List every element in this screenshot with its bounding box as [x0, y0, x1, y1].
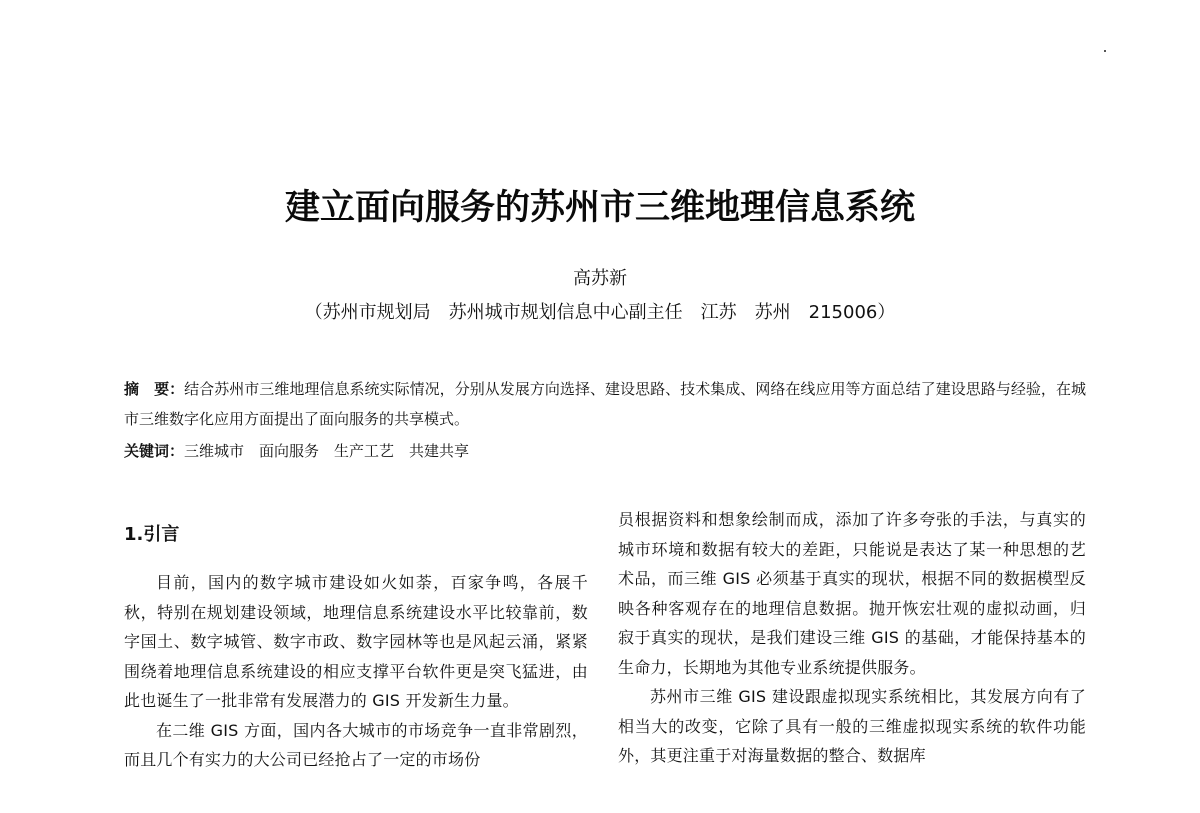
keywords-text: 三维城市 面向服务 生产工艺 共建共享	[184, 442, 470, 460]
author-affiliation: （苏州市规划局 苏州城市规划信息中心副主任 江苏 苏州 215006）	[304, 302, 896, 323]
paper-title: 建立面向服务的苏州市三维地理信息系统	[284, 188, 915, 228]
body-paragraph: 目前，国内的数字城市建设如火如荼，百家争鸣，各展千秋，特别在规划建设领域，地理信息系统建设水平比较靠前，数字国土、数字城管、数字市政、数字园林等也是风起云涌，紧紧围绕着地理信息系统建设的相应支撑平台软件更是突飞猛进，由此也诞生了一批非常有发展潜力的 GIS 开发新生力量。	[124, 573, 588, 710]
author-name: 高苏新	[573, 268, 627, 289]
abstract	[124, 374, 1086, 434]
left-column	[124, 520, 588, 775]
abstract-label: 摘 要：	[124, 380, 185, 398]
section-heading-introduction: 1.引言	[124, 524, 180, 545]
right-column	[618, 505, 1086, 771]
body-paragraph: 员根据资料和想象绘制而成，添加了许多夸张的手法，与真实的城市环境和数据有较大的差距，只能说是表达了某一种思想的艺术品，而三维 GIS 必须基于真实的现状，根据不同的数据模型反映各种客观存在的地理信息数据。抛开恢宏壮观的虚拟动画，归寂于真实的现状，是我们建设三维 GIS 的基础，才能保持基本的生命力，长期地为其他专业系统提供服务。	[618, 510, 1086, 677]
body-paragraph: 苏州市三维 GIS 建设跟虚拟现实系统相比，其发展方向有了相当大的改变，它除了具有一般的三维虚拟现实系统的软件功能外，其更注重于对海量数据的整合、数据库	[618, 687, 1086, 765]
scan-speck	[1104, 50, 1106, 52]
body-paragraph: 在二维 GIS 方面，国内各大城市的市场竞争一直非常剧烈，而且几个有实力的大公司已经抢占了一定的市场份	[124, 720, 588, 769]
abstract-text: 结合苏州市三维地理信息系统实际情况，分别从发展方向选择、建设思路、技术集成、网络在线应用等方面总结了建设思路与经验，在城市三维数字化应用方面提出了面向服务的共享模式。	[124, 380, 1086, 428]
keywords	[124, 436, 1086, 466]
keywords-label: 关键词：	[124, 442, 185, 460]
